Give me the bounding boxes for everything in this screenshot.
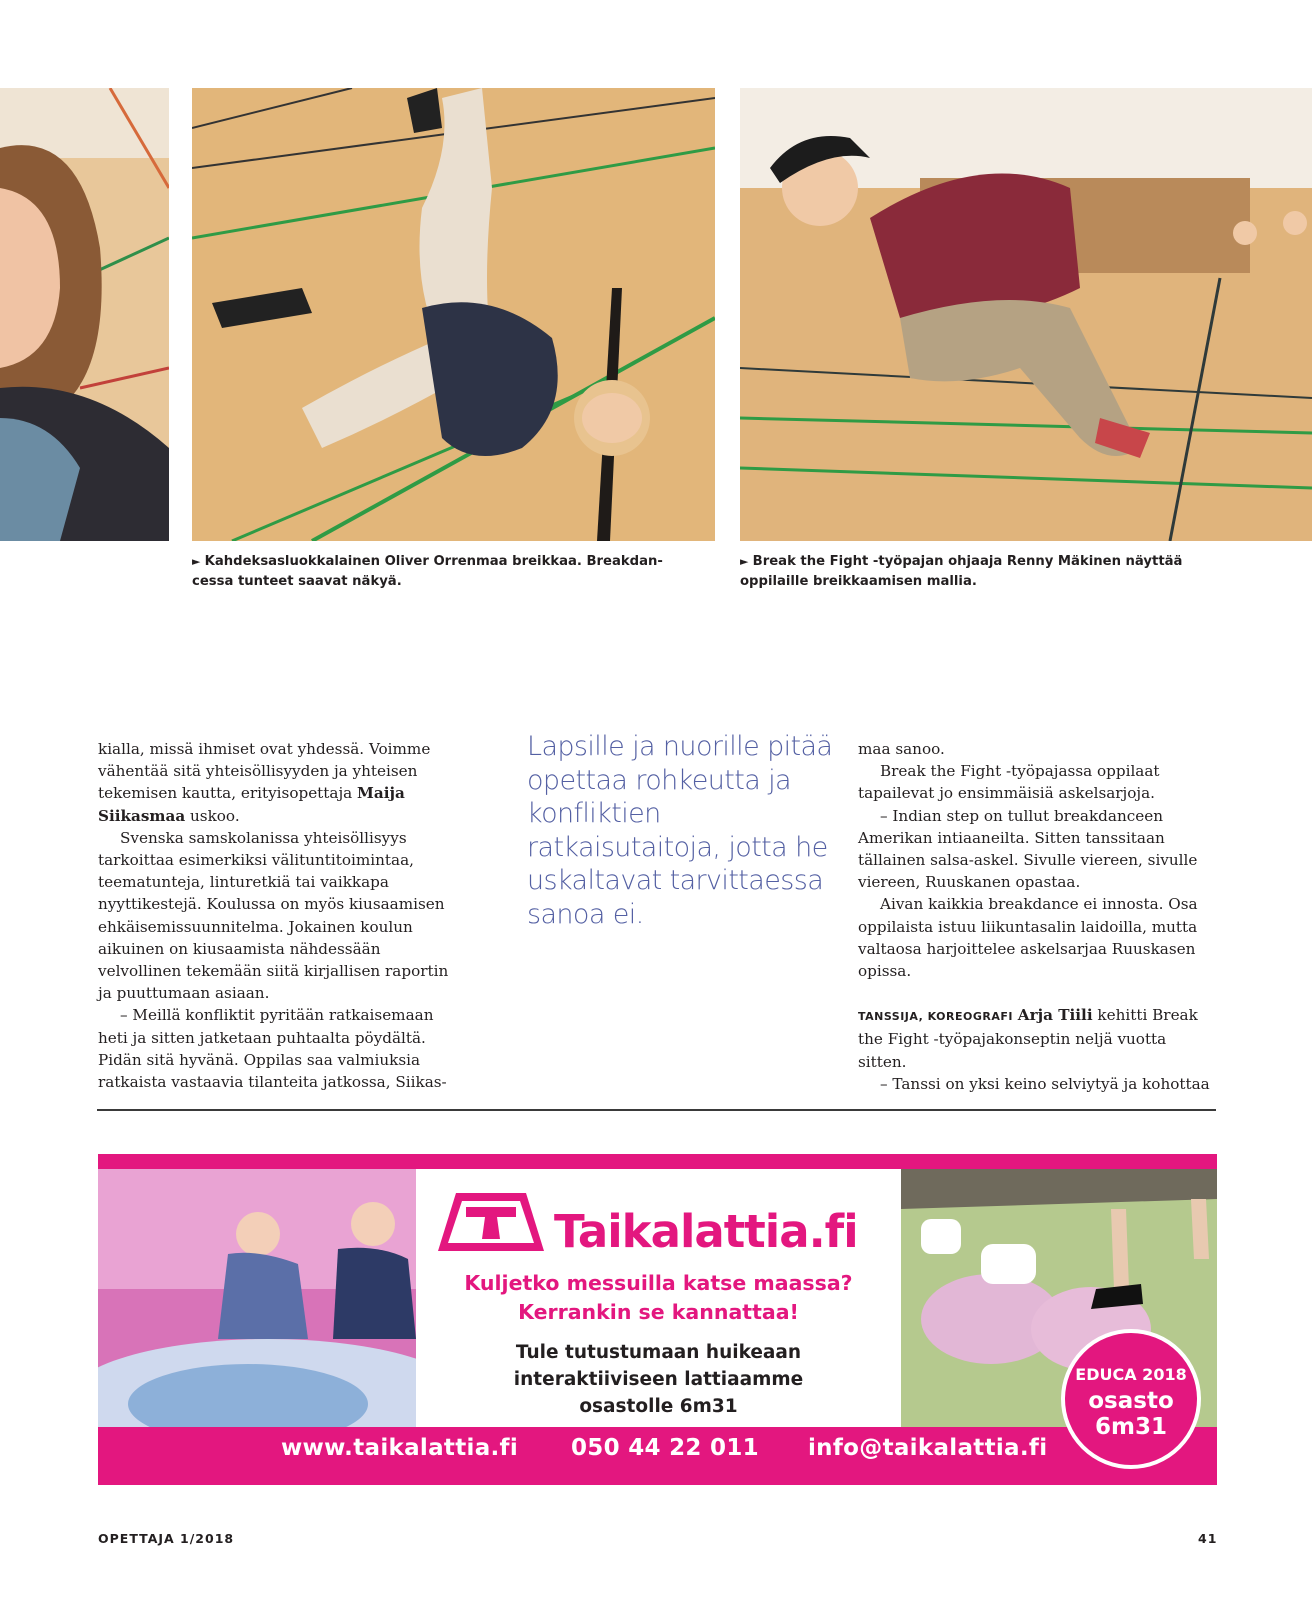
ad-booth-badge: EDUCA 2018 osasto 6m31 [1061, 1329, 1201, 1469]
ad-text-panel [416, 1169, 901, 1427]
caption-arrow-icon: ► [740, 555, 749, 568]
caption-arrow-icon: ► [192, 555, 201, 568]
ad-headline: Kuljetko messuilla katse maassa? Kerrankin se kannattaa! [464, 1271, 853, 1324]
photo-caption-right [740, 552, 1260, 592]
person-name: Arja Tiili [1017, 1006, 1093, 1025]
ad-website-link[interactable]: www.taikalattia.fi [281, 1435, 519, 1461]
article-column-left [98, 738, 458, 1093]
person-name: Maija Siikasmaa [98, 784, 405, 825]
page-number: 41 [1198, 1531, 1218, 1546]
article-paragraph: TANSSIJA, KOREOGRAFI Arja Tiili kehitti Break the Fight -työpajakonseptin neljä vuotta sitten. [858, 1006, 1198, 1071]
taikalattia-logo [436, 1191, 886, 1258]
publication-name: OPETTAJA 1/2018 [98, 1531, 235, 1546]
photo-teacher-portrait [0, 88, 169, 541]
article-column-right [858, 738, 1218, 1095]
pull-quote: Lapsille ja nuorille pitää opettaa rohkeutta ja konfliktien ratkaisutaitoja, jotta he uskaltavat tarvittaessa sanoa ei. [527, 731, 833, 930]
article-paragraph: – Meillä konfliktit pyritään ratkaisemaan heti ja sitten jatketaan puhtaalta pöydältä. Pidän sitä hyvänä. Oppilas saa valmiuksia ratkaista vastaavia tilanteita jatkossa, Siikas- [98, 1006, 447, 1092]
taikalattia-logo-icon [436, 1191, 546, 1253]
photo-breakdancing-student [192, 88, 715, 541]
article-paragraph: maa sanoo. [858, 740, 945, 758]
caption-right-line1: Break the Fight -työpajan ohjaaja Renny Mäkinen näyttää [752, 554, 1183, 569]
article-paragraph: kialla, missä ihmiset ovat yhdessä. Voimme vähentää sitä yhteisöllisyyden ja yhteisen tekemisen kautta, erityisopettaja Maija Siikasmaa uskoo. [98, 740, 431, 825]
ad-body-text: Tule tutustumaan huikeaan interaktiiviseen lattiaamme osastolle 6m31 [513, 1342, 804, 1417]
article-paragraph: – Indian step on tullut breakdanceen Amerikan intiaaneilta. Sitten tanssitaan tällainen salsa-askel. Sivulle viereen, sivulle viereen, Ruuskanen opastaa. [858, 806, 1198, 892]
ad-phone-number[interactable]: 050 44 22 011 [571, 1435, 759, 1461]
ad-photo-children-floor [98, 1169, 416, 1427]
article-paragraph: Break the Fight -työpajassa oppilaat tapailevat jo ensimmäisiä askelsarjoja. [858, 762, 1160, 803]
caption-right-line2: oppilaille breikkaamisen mallia. [740, 574, 977, 589]
photo-caption-middle [192, 552, 672, 592]
divider [97, 1109, 1216, 1111]
photo-workshop-instructor [740, 88, 1312, 541]
article-paragraph: Svenska samskolanissa yhteisöllisyys tarkoittaa esimerkiksi välituntitoimintaa, teematunteja, linturetkiä tai vaikkapa nyyttikestejä. Koulussa on myös kiusaamisen ehkäisemissuunnitelma. Jokainen koulun aikuinen on kiusaamista nähdessään velvollinen tekemään siitä kirjallisen raportin ja puuttumaan asiaan. [98, 828, 449, 1003]
caption-middle-line2: cessa tunteet saavat näkyä. [192, 574, 402, 589]
ad-email-link[interactable]: info@taikalattia.fi [808, 1435, 1048, 1461]
caption-middle-line1: Kahdeksasluokkalainen Oliver Orrenmaa breikkaa. Breakdan- [204, 554, 663, 569]
advertisement-taikalattia[interactable] [98, 1154, 1217, 1485]
section-lead-in: TANSSIJA, KOREOGRAFI [858, 1010, 1013, 1024]
article-paragraph: – Tanssi on yksi keino selviytyä ja kohottaa [880, 1074, 1210, 1093]
article-paragraph: Aivan kaikkia breakdance ei innosta. Osa oppilaista istuu liikuntasalin laidoilla, mutta valtaosa harjoittelee askelsarjaa Ruuskasen opissa. [858, 895, 1198, 981]
ad-brand-name: Taikalattia.fi [554, 1205, 858, 1258]
